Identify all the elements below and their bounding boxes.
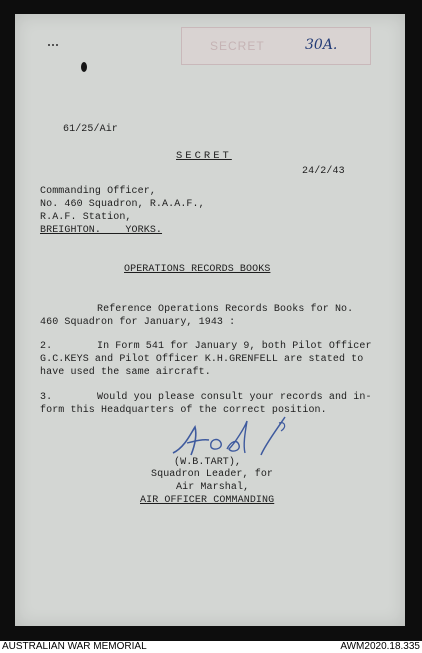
footer-institution: AUSTRALIAN WAR MEMORIAL: [2, 641, 147, 652]
signatory-title: Air Marshal,: [176, 482, 250, 493]
address-line-4: BREIGHTON. YORKS.: [40, 225, 163, 236]
classification-heading: SECRET: [176, 150, 232, 162]
file-reference: 61/25/Air: [63, 124, 118, 135]
punch-hole: [81, 62, 87, 72]
paragraph-2-line-1: In Form 541 for January 9, both Pilot Officer: [97, 341, 372, 352]
address-line-1: Commanding Officer,: [40, 186, 156, 197]
handwritten-folio-number: 30A.: [305, 37, 338, 53]
document-date: 24/2/43: [302, 166, 345, 177]
paragraph-2-number: 2.: [40, 341, 53, 352]
signatory-name: (W.B.TART),: [174, 457, 242, 468]
subject-heading: OPERATIONS RECORDS BOOKS: [124, 264, 271, 275]
signatory-rank: Squadron Leader, for: [151, 469, 274, 480]
stamp-text: SECRET: [210, 39, 265, 53]
paragraph-3-number: 3.: [40, 392, 53, 403]
paragraph-1-line-1: Reference Operations Records Books for No.: [97, 304, 354, 315]
address-line-2: No. 460 Squadron, R.A.A.F.,: [40, 199, 205, 210]
punch-mark: [48, 44, 58, 47]
paragraph-1-line-2: 460 Squadron for January, 1943 :: [40, 317, 236, 328]
paragraph-3-line-2: form this Headquarters of the correct position.: [40, 405, 327, 416]
footer-bar: [0, 641, 422, 653]
address-line-3: R.A.F. Station,: [40, 212, 132, 223]
footer-accession-number: AWM2020.18.335: [340, 641, 420, 652]
paragraph-2-line-3: have used the same aircraft.: [40, 367, 211, 378]
registry-stamp: [181, 27, 371, 65]
paragraph-2-line-2: G.C.KEYS and Pilot Officer K.H.GRENFELL are stated to: [40, 354, 364, 365]
paragraph-3-line-1: Would you please consult your records and in-: [97, 392, 372, 403]
handwritten-signature: [165, 413, 295, 463]
signatory-office: AIR OFFICER COMMANDING: [140, 495, 275, 506]
